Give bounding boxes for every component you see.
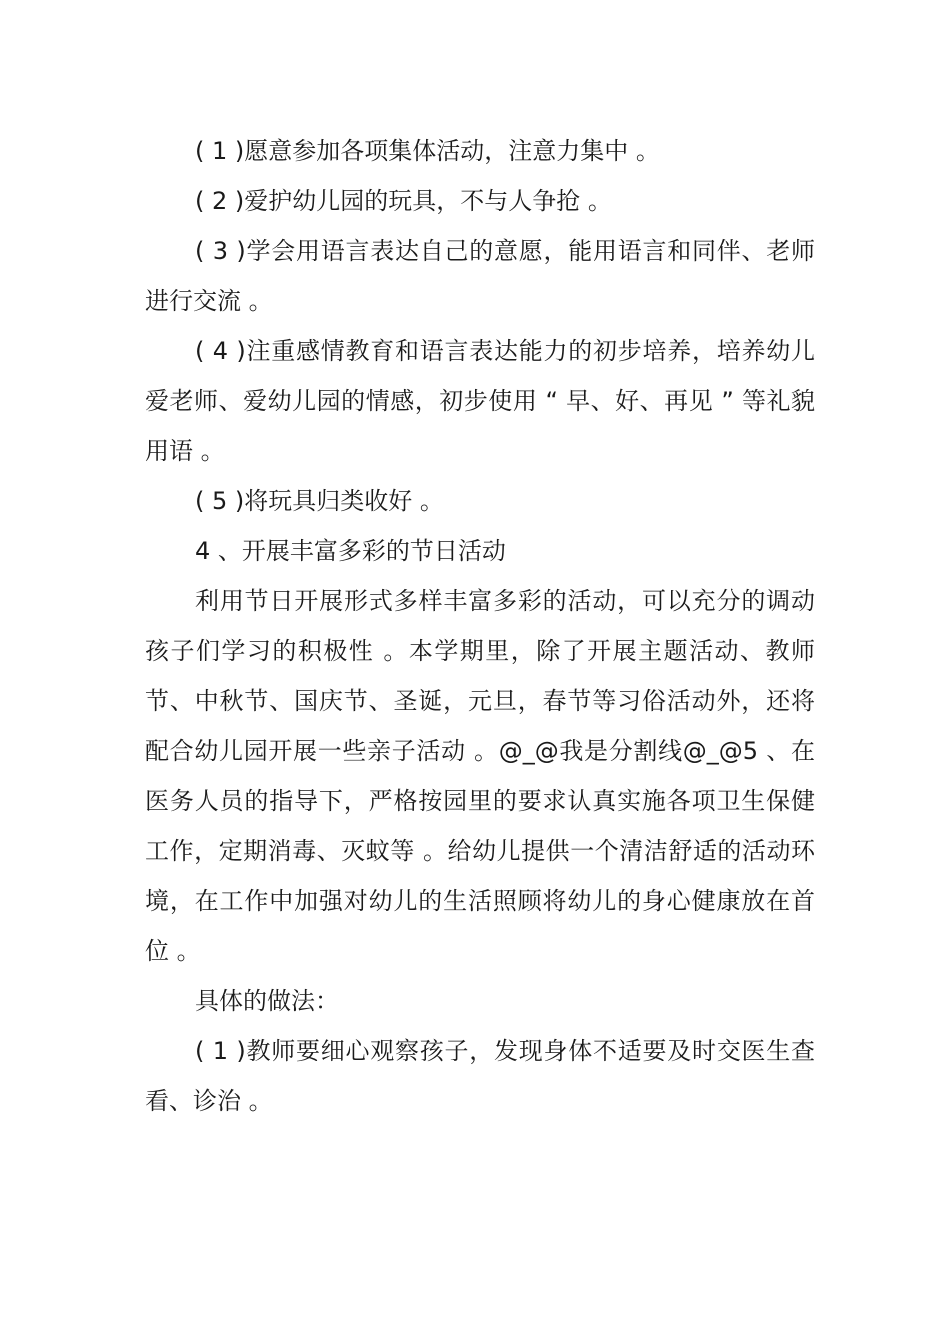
paragraph-goal-5: ( 5 )将玩具归类收好 。: [195, 487, 444, 515]
section-heading-festival-activities: 4 、开展丰富多彩的节日活动: [195, 537, 506, 565]
document-body: [145, 126, 815, 1126]
paragraph-festival-and-health: 利用节日开展形式多样丰富多彩的活动，可以充分的调动孩子们学习的积极性 。本学期里，除了开展主题活动、教师节、中秋节、国庆节、圣诞，元旦，春节等习俗活动外，还将配合幼儿园开展一些亲子活动 。@_@我是分割线@_@5 、在医务人员的指导下，严格按园里的要求认真实施各项卫生保健工作，定期消毒、灭蚊等 。给幼儿提供一个清洁舒适的活动环境，在工作中加强对幼儿的生活照顾将幼儿的身心健康放在首位 。: [145, 587, 815, 965]
paragraph-methods-heading: 具体的做法：: [195, 987, 339, 1015]
paragraph-goal-1: ( 1 )愿意参加各项集体活动，注意力集中 。: [195, 137, 660, 165]
paragraph-goal-3: ( 3 )学会用语言表达自己的意愿，能用语言和同伴、老师进行交流 。: [145, 237, 815, 315]
paragraph-goal-2: ( 2 )爱护幼儿园的玩具，不与人争抢 。: [195, 187, 612, 215]
paragraph-goal-4: ( 4 )注重感情教育和语言表达能力的初步培养，培养幼儿爱老师、爱幼儿园的情感，初步使用 “ 早、好、再见 ” 等礼貌用语 。: [145, 337, 815, 465]
paragraph-method-1: ( 1 )教师要细心观察孩子，发现身体不适要及时交医生查看、诊治 。: [145, 1037, 815, 1115]
